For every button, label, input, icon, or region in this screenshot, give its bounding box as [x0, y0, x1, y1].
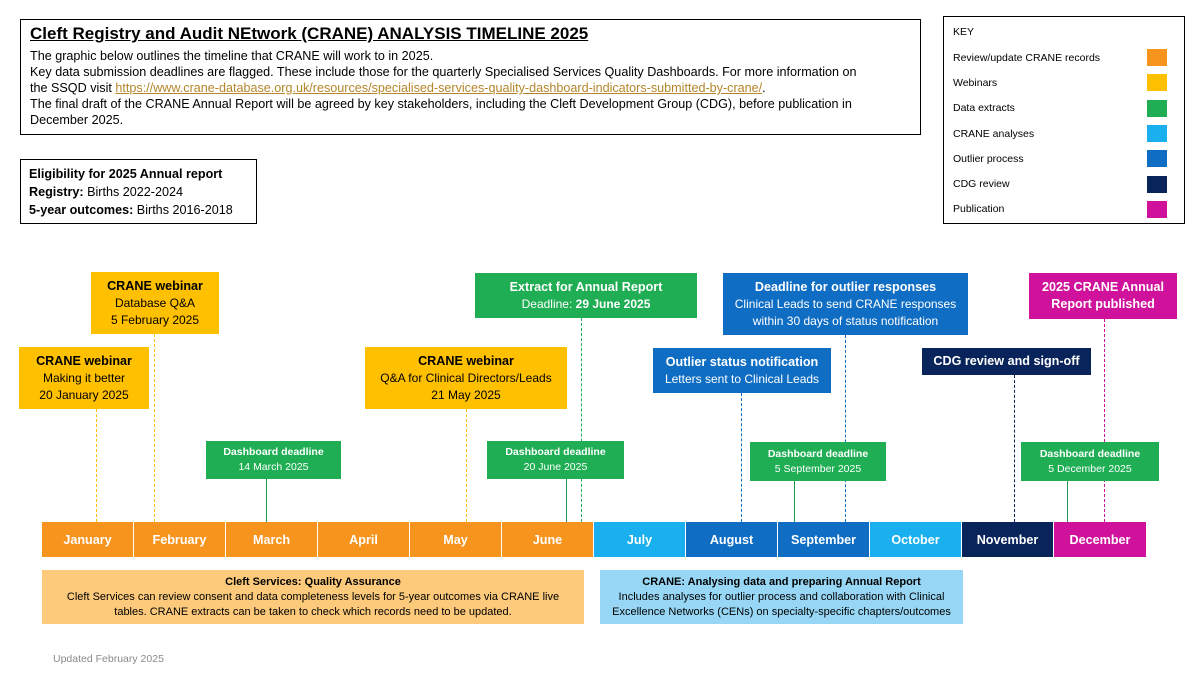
panel-title: Cleft Services: Quality Assurance	[225, 575, 401, 588]
key-item	[953, 171, 1175, 196]
ssqd-link[interactable]: https://www.crane-database.org.uk/resources/specialised-services-quality-dashboard-indicators-submitted-by-crane/	[115, 81, 763, 95]
header-line	[30, 80, 911, 96]
panel-title: CRANE: Analysing data and preparing Annual Report	[642, 575, 921, 588]
event-title: Outlier status notification	[665, 354, 819, 369]
header-box	[20, 19, 921, 135]
event-line: 20 January 2025	[39, 387, 129, 402]
key-label: Publication	[953, 203, 1005, 216]
month-may: May	[410, 522, 502, 557]
dashboard-title: Dashboard deadline	[505, 446, 606, 458]
eligibility-registry	[29, 183, 248, 201]
dashboard-title: Dashboard deadline	[767, 447, 869, 460]
month-july: July	[594, 522, 686, 557]
extract-box	[475, 273, 697, 318]
key-label: Data extracts	[953, 102, 1015, 115]
event-line: Q&A for Clinical Directors/Leads	[380, 370, 552, 385]
outlier-status-box	[653, 348, 831, 393]
key-swatch	[1147, 176, 1167, 193]
event-line: Making it better	[42, 370, 126, 385]
event-title: Deadline for outlier responses	[754, 279, 937, 294]
month-december: December	[1054, 522, 1146, 557]
dashboard-deadline-box	[1021, 442, 1159, 481]
event-title: CRANE webinar	[107, 278, 203, 293]
outcomes-value: Births 2016-2018	[133, 203, 233, 217]
updated-note: Updated February 2025	[53, 653, 164, 665]
event-title: CRANE webinar	[36, 353, 132, 368]
dashboard-line	[794, 481, 795, 522]
month-june: June	[502, 522, 594, 557]
month-april: April	[318, 522, 410, 557]
connector-line	[1014, 375, 1015, 522]
extract-deadline-date: 29 June 2025	[575, 296, 651, 311]
panel-line: Cleft Services can review consent and data completeness levels for 5-year outcomes via CRANE live	[66, 590, 560, 603]
extract-deadline-label: Deadline:	[521, 296, 576, 311]
event-line: within 30 days of status notification	[752, 313, 939, 328]
eligibility-box	[20, 159, 257, 224]
outlier-deadline-box	[723, 273, 968, 335]
dashboard-title: Dashboard deadline	[223, 446, 324, 458]
page-title: Cleft Registry and Audit NEtwork (CRANE) ANALYSIS TIMELINE 2025	[30, 24, 589, 43]
dashboard-date: 14 March 2025	[238, 461, 309, 473]
connector-line	[1104, 319, 1105, 522]
key-item	[953, 197, 1175, 222]
dashboard-line	[266, 479, 267, 522]
panel-line: Includes analyses for outlier process and collaboration with Clinical	[618, 590, 945, 603]
key-swatch	[1147, 74, 1167, 91]
key-item	[953, 70, 1175, 95]
key-swatch	[1147, 150, 1167, 167]
analysis-panel	[600, 570, 963, 624]
header-line: Key data submission deadlines are flagged. These include those for the quarterly Specialised Services Quality Dashboards. For more information on	[30, 65, 857, 79]
connector-line	[466, 409, 467, 522]
panel-line: tables. CRANE extracts can be taken to check which records need to be updated.	[114, 605, 512, 618]
publication-box	[1029, 273, 1177, 319]
month-october: October	[870, 522, 962, 557]
dashboard-date: 20 June 2025	[523, 461, 588, 473]
dashboard-line	[1067, 481, 1068, 522]
connector-line	[581, 318, 582, 522]
quality-assurance-panel	[42, 570, 584, 624]
month-november: November	[962, 522, 1054, 557]
webinar-jan-box	[19, 347, 149, 409]
month-march: March	[226, 522, 318, 557]
key-label: Outlier process	[953, 152, 1024, 165]
key-label: Review/update CRANE records	[953, 51, 1101, 64]
key-swatch	[1147, 49, 1167, 66]
connector-line	[741, 393, 742, 522]
key-item	[953, 96, 1175, 121]
event-title: Extract for Annual Report	[509, 279, 663, 294]
event-title: 2025 CRANE Annual	[1041, 280, 1164, 294]
event-line	[522, 296, 651, 313]
registry-label: Registry:	[29, 185, 84, 199]
dashboard-date: 5 December 2025	[1048, 462, 1132, 475]
webinar-feb-box	[91, 272, 219, 334]
panel-line: Excellence Networks (CENs) on specialty-specific chapters/outcomes	[612, 605, 951, 618]
key-label: Webinars	[953, 76, 998, 89]
month-january: January	[42, 522, 134, 557]
key-label: CDG review	[953, 178, 1010, 191]
dashboard-deadline-box	[206, 441, 341, 479]
key-swatch	[1147, 100, 1167, 117]
registry-value: Births 2022-2024	[83, 185, 184, 199]
key-swatch	[1147, 125, 1167, 142]
month-september: September	[778, 522, 870, 557]
outcomes-label: 5-year outcomes:	[29, 203, 134, 217]
event-title: Report published	[1051, 297, 1155, 311]
header-line: The graphic below outlines the timeline that CRANE will work to in 2025.	[30, 49, 434, 63]
month-february: February	[134, 522, 226, 557]
event-line: Database Q&A	[114, 295, 196, 310]
dashboard-date: 5 September 2025	[774, 462, 862, 475]
eligibility-title: Eligibility for 2025 Annual report	[29, 167, 223, 181]
event-title: CDG review and sign-off	[933, 354, 1080, 368]
key-item	[953, 146, 1175, 171]
key-box	[943, 16, 1185, 224]
key-item	[953, 45, 1175, 70]
dashboard-deadline-box	[487, 441, 624, 479]
dashboard-line	[566, 479, 567, 522]
connector-line	[96, 409, 97, 522]
key-title: KEY	[953, 26, 975, 38]
dashboard-deadline-box	[750, 442, 886, 481]
month-august: August	[686, 522, 778, 557]
event-line: 21 May 2025	[431, 387, 501, 402]
event-line: Letters sent to Clinical Leads	[664, 371, 820, 386]
key-label: CRANE analyses	[953, 127, 1035, 140]
dashboard-title: Dashboard deadline	[1039, 447, 1141, 460]
key-swatch	[1147, 201, 1167, 218]
connector-line	[845, 335, 846, 522]
cdg-review-box	[922, 348, 1091, 375]
header-line: The final draft of the CRANE Annual Report will be agreed by key stakeholders, including the Cleft Development Group (CDG), before publication in	[30, 97, 852, 111]
event-line: Clinical Leads to send CRANE responses	[734, 296, 957, 311]
event-line: 5 February 2025	[110, 312, 200, 327]
key-item	[953, 121, 1175, 146]
event-title: CRANE webinar	[418, 353, 514, 368]
header-text: the SSQD visit	[30, 81, 116, 95]
header-text: .	[762, 81, 766, 95]
eligibility-outcomes	[29, 201, 248, 219]
header-line: December 2025.	[30, 113, 124, 127]
webinar-may-box	[365, 347, 567, 409]
connector-line	[154, 334, 155, 522]
